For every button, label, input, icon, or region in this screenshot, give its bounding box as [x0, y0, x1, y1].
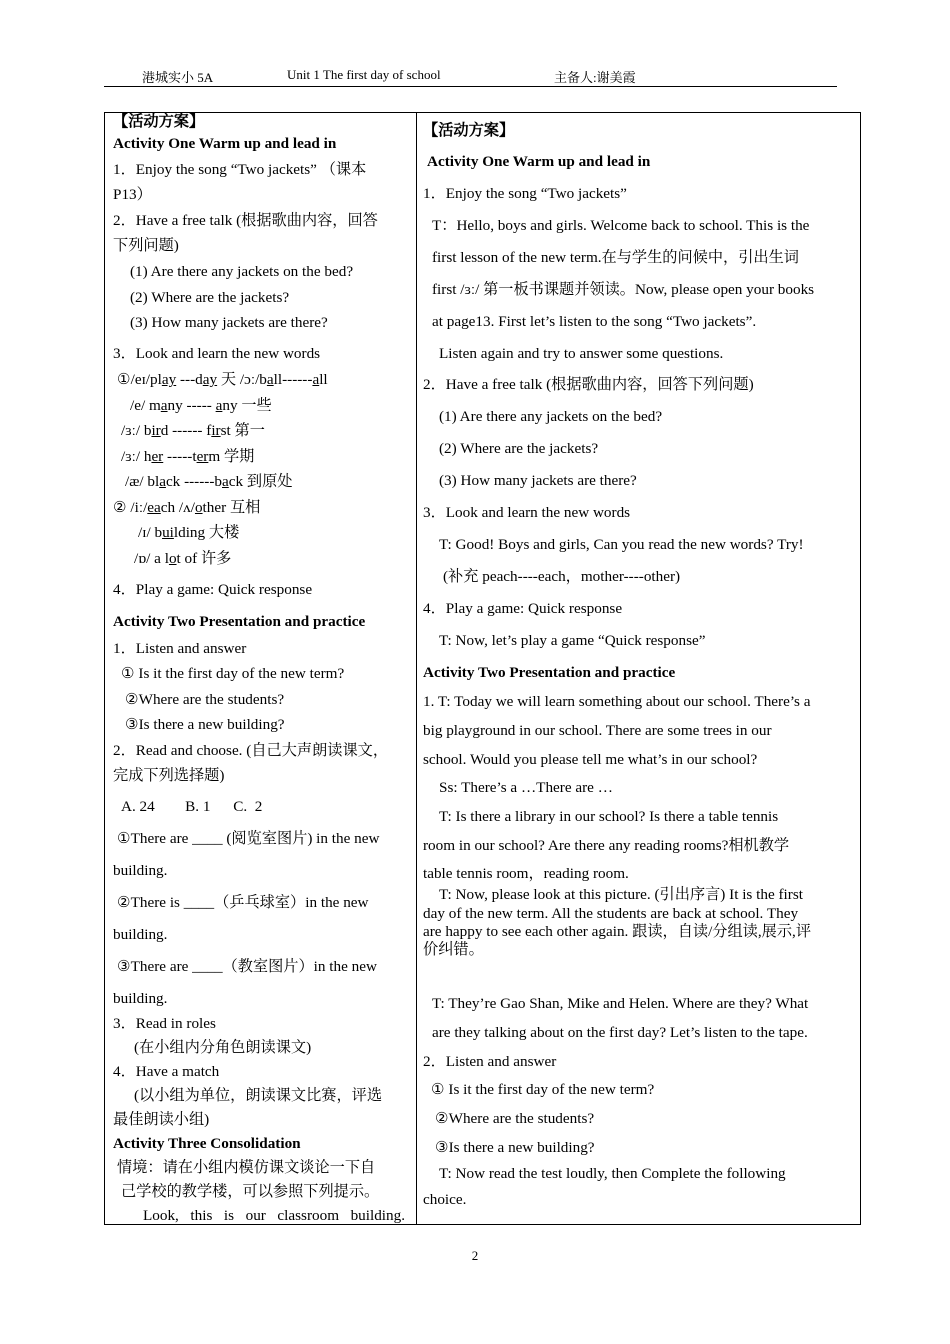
- teacher-school-intro: 1. T: Today we will learn something about our school. There’s a: [423, 693, 811, 710]
- read-choose-line: 2．Read and choose. (自己大声朗读课文，: [113, 742, 389, 759]
- question-2: (2) Where are the jackets?: [130, 289, 290, 306]
- match-line: 4．Have a match: [113, 1063, 220, 1080]
- read-choose-line-cont: 完成下列选择题): [113, 767, 225, 784]
- word-row-er: /ɜː/ her -----term 学期: [121, 448, 255, 465]
- teacher-greeting: T：Hello, boys and girls. Welcome back to school. This is the: [432, 217, 810, 234]
- question-3-right: (3) How many jackets are there?: [439, 472, 637, 489]
- new-words-line-right: 3．Look and learn the new words: [423, 504, 631, 521]
- blank-3-cont: building.: [113, 990, 168, 1007]
- page-header: [104, 66, 837, 87]
- plan-title: 【活动方案】: [113, 113, 205, 130]
- blank-2: ②There is ____（乒乓球室）in the new: [117, 894, 369, 911]
- activity-three-title: Activity Three Consolidation: [113, 1135, 301, 1152]
- word-row-a: /æ/ black ------back 到原处: [125, 473, 293, 490]
- teacher-greeting-2: first lesson of the new term.在与学生的问候中，引出生词: [432, 249, 799, 266]
- read-roles-note: (在小组内分角色朗读课文): [134, 1039, 312, 1056]
- column-divider: [416, 113, 417, 1224]
- teacher-picture-intro-2: day of the new term. All the students are back at school. They: [423, 905, 799, 922]
- choice-options: A. 24 B. 1 C. 2: [121, 798, 263, 815]
- listen-question-3: ③Is there a new building?: [125, 716, 285, 733]
- header-school: 港城实小 5A: [142, 70, 214, 85]
- song-line-right: 1．Enjoy the song “Two jackets”: [423, 185, 627, 202]
- teacher-greeting-5: Listen again and try to answer some questions.: [439, 345, 724, 362]
- plan-title-right: 【活动方案】: [423, 122, 515, 139]
- teacher-greeting-3: first /ɜː/ 第一板书课题并领读。Now, please open your books: [432, 281, 815, 298]
- question-2-right: (2) Where are the jackets?: [439, 440, 599, 457]
- listen-answer-line-right: 2．Listen and answer: [423, 1053, 557, 1070]
- teacher-library-question: T: Is there a library in our school? Is there a table tennis: [439, 808, 779, 825]
- students-response: Ss: There’s a …There are …: [439, 779, 613, 796]
- word-row-ir: /ɜː/ bird ------ first 第一: [121, 422, 265, 439]
- word-row-lot: /ɒ/ a lot of 许多: [134, 550, 232, 567]
- situation-line-cont: 己学校的教学楼，可以参照下列提示。: [121, 1183, 380, 1200]
- listen-question-1-right: ① Is it the first day of the new term?: [431, 1081, 655, 1098]
- teacher-read-instruction: T: Now read the test loudly, then Complete the following: [439, 1165, 786, 1182]
- teacher-library-question-2: room in our school? Are there any reading rooms?相机教学: [423, 837, 790, 854]
- listen-question-2: ②Where are the students?: [125, 691, 285, 708]
- consolidation-example: Look, this is our classroom building.: [143, 1207, 405, 1224]
- situation-line: 情境：请在小组内模仿课文谈论一下自: [117, 1159, 376, 1176]
- song-line: 1．Enjoy the song “Two jackets” （课本: [113, 161, 367, 178]
- listen-question-2-right: ②Where are the students?: [435, 1110, 595, 1127]
- question-3: (3) How many jackets are there?: [130, 314, 328, 331]
- lesson-plan-table: [104, 112, 861, 1225]
- activity-two-title-right: Activity Two Presentation and practice: [423, 664, 676, 681]
- listen-question-3-right: ③Is there a new building?: [435, 1139, 595, 1156]
- free-talk-line-right: 2．Have a free talk (根据歌曲内容，回答下列问题): [423, 376, 754, 393]
- question-1-right: (1) Are there any jackets on the bed?: [439, 408, 663, 425]
- page-number: 2: [471, 1248, 479, 1263]
- free-talk-line-cont: 下列问题): [113, 237, 179, 254]
- teacher-tape-intro-2: are they talking about on the first day? Let’s listen to the tape.: [432, 1024, 808, 1041]
- song-line-cont: P13）: [113, 186, 152, 203]
- word-row-ay: ①/eɪ/play ---day 天 /ɔː/ball------all: [117, 371, 328, 388]
- listen-answer-line: 1．Listen and answer: [113, 640, 247, 657]
- blank-1: ①There are ____ (阅览室图片) in the new: [117, 830, 380, 847]
- teacher-library-question-3: table tennis room，reading room.: [423, 865, 629, 882]
- question-1: (1) Are there any jackets on the bed?: [130, 263, 354, 280]
- teacher-read-instruction-2: choice.: [423, 1191, 467, 1208]
- header-unit: Unit 1 The first day of school: [287, 67, 441, 82]
- blank-2-cont: building.: [113, 926, 168, 943]
- blank-3: ③There are ____（教室图片）in the new: [117, 958, 377, 975]
- free-talk-line: 2．Have a free talk (根据歌曲内容，回答: [113, 212, 378, 229]
- new-words-line: 3．Look and learn the new words: [113, 345, 321, 362]
- teacher-activity-column: [423, 113, 855, 1224]
- supplement-words: (补充 peach----each，mother----other): [443, 568, 681, 585]
- match-note-cont: 最佳朗读小组): [113, 1111, 210, 1128]
- teacher-picture-intro-3: are happy to see each other again. 跟读，自读/分组读,展示,评: [423, 923, 812, 940]
- teacher-school-intro-2: big playground in our school. There are some trees in our: [423, 722, 772, 739]
- word-row-each: ② /iː/each /ʌ/other 互相: [113, 499, 261, 516]
- read-roles-line: 3．Read in roles: [113, 1015, 216, 1032]
- listen-question-1: ① Is it the first day of the new term?: [121, 665, 345, 682]
- teacher-school-intro-3: school. Would you please tell me what’s in our school?: [423, 751, 758, 768]
- teacher-picture-intro: T: Now, please look at this picture. (引出序言) It is the first: [439, 886, 803, 903]
- word-row-building: /ɪ/ building 大楼: [138, 524, 240, 541]
- teacher-greeting-4: at page13. First let’s listen to the song “Two jackets”.: [432, 313, 757, 330]
- activity-two-title: Activity Two Presentation and practice: [113, 613, 366, 630]
- blank-1-cont: building.: [113, 862, 168, 879]
- teacher-game-prompt: T: Now, let’s play a game “Quick response”: [439, 632, 706, 649]
- match-note: (以小组为单位，朗读课文比赛，评选: [134, 1087, 383, 1104]
- game-line: 4．Play a game: Quick response: [113, 581, 313, 598]
- activity-one-title-right: Activity One Warm up and lead in: [427, 153, 651, 170]
- teacher-picture-intro-4: 价纠错。: [423, 941, 484, 958]
- header-preparer: 主备人:谢美霞: [554, 70, 636, 85]
- word-row-any: /e/ many ----- any 一些: [130, 397, 272, 414]
- activity-one-title: Activity One Warm up and lead in: [113, 135, 337, 152]
- student-activity-column: [113, 113, 409, 1224]
- game-line-right: 4．Play a game: Quick response: [423, 600, 623, 617]
- teacher-tape-intro: T: They’re Gao Shan, Mike and Helen. Where are they? What: [432, 995, 809, 1012]
- teacher-words-prompt: T: Good! Boys and girls, Can you read the new words? Try!: [439, 536, 804, 553]
